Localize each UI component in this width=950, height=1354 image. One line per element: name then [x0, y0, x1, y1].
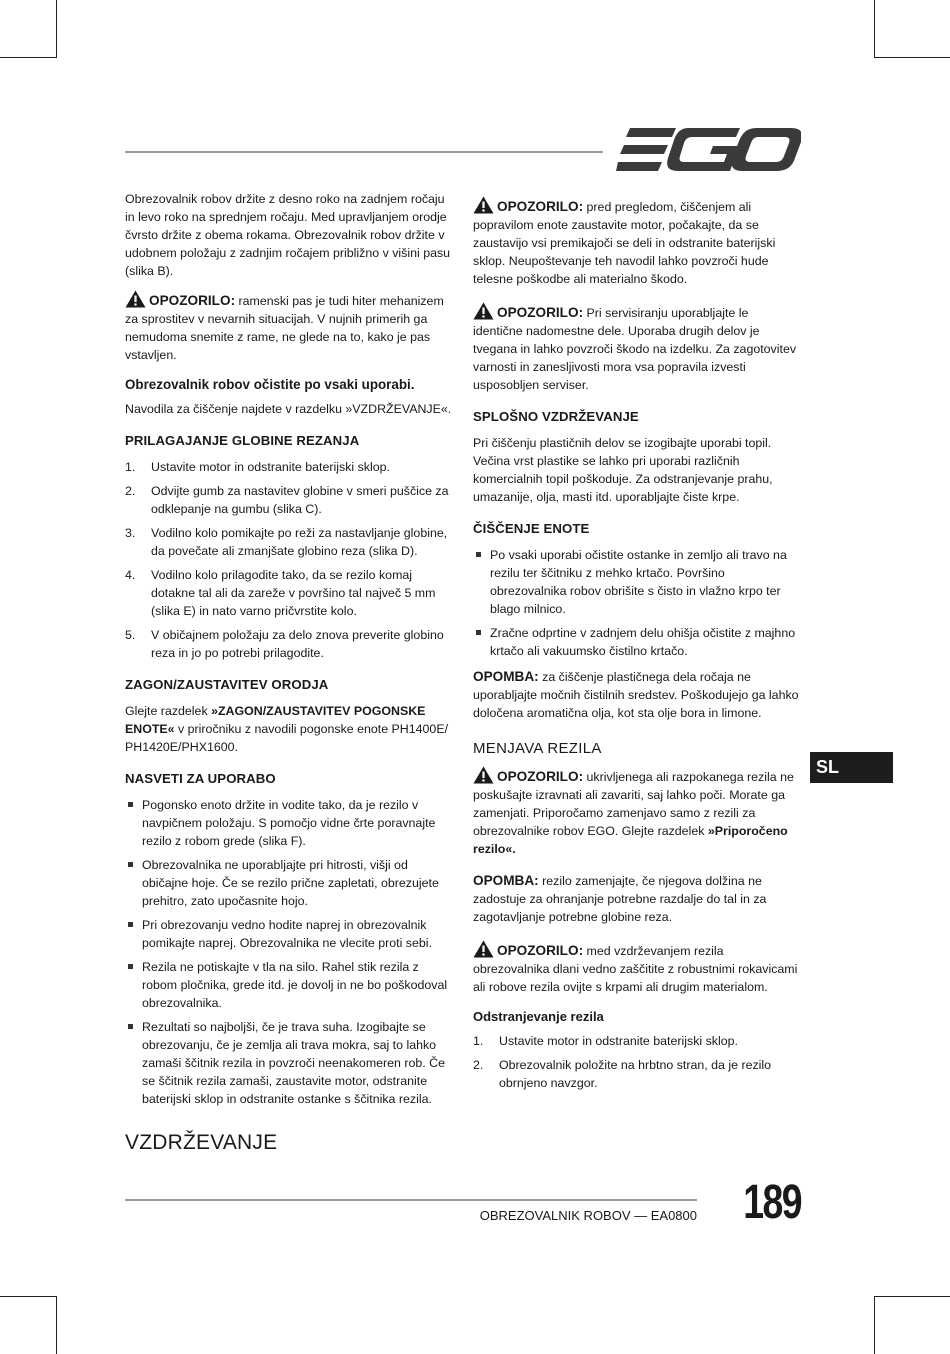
- warning-label: OPOZORILO:: [497, 769, 584, 784]
- crop-mark: [874, 57, 950, 58]
- clean-heading: Obrezovalnik robov očistite po vsaki uporabi.: [125, 377, 415, 392]
- warning-label: OPOZORILO:: [497, 943, 584, 958]
- warning-label: OPOZORILO:: [497, 199, 584, 214]
- ego-logo: [616, 128, 801, 172]
- list-item: 2. Obrezovalnik položite na hrbtno stran, da je rezilo obrnjeno navzgor.: [473, 1058, 772, 1090]
- crop-mark: [874, 1296, 950, 1297]
- crop-mark: [0, 1296, 57, 1297]
- crop-mark: [56, 1296, 57, 1354]
- note-blade-length: OPOMBA: rezilo zamenjajte, če njegova dolžina ne zadostuje za ohranjanje potrebne razdalje do tal in za zagotavljanje potrebne globine reza.: [473, 873, 767, 924]
- clean-text: Navodila za čiščenje najdete v razdelku »VZDRŽEVANJE«.: [125, 402, 452, 416]
- warning-text: ukrivljenega ali razpokanega rezila ne poskušajte izravnati ali zavariti, saj lahko poči. Morate ga zamenjati. Priporočamo zamenjavo samo z rezili za obrezovalnike robov EGO. Glejte razdelek: [473, 770, 794, 838]
- depth-heading: PRILAGAJANJE GLOBINE REZANJA: [125, 433, 360, 448]
- crop-mark: [874, 1296, 875, 1354]
- footer-product-name: OBREZOVALNIK ROBOV — EA0800: [479, 1208, 697, 1223]
- warning-text: ramenski pas je tudi hiter mehanizem za sprostitev v nevarnih situacijah. V nujnih primerih ga nemudoma snemite z rame, ne glede na to, kako je pas vstavljen.: [125, 294, 444, 362]
- warning-label: OPOZORILO:: [497, 305, 584, 320]
- warning-triangle-icon: [473, 766, 494, 784]
- general-maintenance-heading: SPLOŠNO VZDRŽEVANJE: [473, 409, 639, 424]
- warning-label: OPOZORILO:: [149, 293, 236, 308]
- start-stop-text: Glejte razdelek »ZAGON/ZAUSTAVITEV POGONSKE ENOTE« v priročniku z navodili pogonske enote PH1400E/ PH1420E/PHX1600.: [125, 704, 449, 754]
- maintenance-heading: VZDRŽEVANJE: [125, 1131, 278, 1154]
- warning-replacement-parts: [473, 302, 801, 394]
- left-column: [125, 190, 453, 1152]
- list-item: 1. Ustavite motor in odstranite baterijski sklop.: [473, 1034, 738, 1048]
- list-item: Rezultati so najboljši, če je trava suha. Izogibajte se obrezovanju, če je zemlja ali trava mokra, saj to lahko zamaši ščitnik rezila in povzroči neenakomeren rob. Če se ščitnik rezila zamaši, zaustavite motor, odstranite baterijski sklop in odstranite ostanke s ščitnika rezila.: [125, 1018, 453, 1108]
- footer-rule: [125, 1199, 697, 1201]
- general-maintenance-text: Pri čiščenju plastičnih delov se izogibajte uporabi topil. Večina vrst plastike se lahko pri uporabi različnih komercialnih topil poškoduje. Za odstranjevanje prahu, umazanije, olja, masti itd. uporabljajte čiste krpe.: [473, 436, 773, 504]
- list-item: Zračne odprtine v zadnjem delu ohišja očistite z majhno krtačo ali vakuumsko čistilno krtačo.: [473, 624, 801, 660]
- list-item: 2. Odvijte gumb za nastavitev globine v smeri puščice za odklepanje na gumbu (slika C).: [125, 484, 449, 516]
- tips-heading: NASVETI ZA UPORABO: [125, 771, 276, 786]
- right-column: [473, 190, 801, 1100]
- list-item: 5. V običajnem položaju za delo znova preverite globino reza in jo po potrebi prilagodite.: [125, 628, 444, 660]
- list-item: 4. Vodilno kolo prilagodite tako, da se rezilo komaj dotakne tal ali da zareže v površino tal največ 5 mm (slika E) in nato varno pričvrstite kolo.: [125, 568, 436, 618]
- header-rule: [125, 151, 603, 153]
- warning-before-inspection: [473, 196, 801, 288]
- cleaning-heading: ČIŠČENJE ENOTE: [473, 521, 590, 536]
- tips-list: [125, 796, 453, 1108]
- warning-triangle-icon: [473, 940, 494, 958]
- start-stop-heading: ZAGON/ZAUSTAVITEV ORODJA: [125, 677, 329, 692]
- note-plastic-handle: OPOMBA: za čiščenje plastičnega dela ročaja ne uporabljajte močnih čistilnih sredstev. Poškodujejo ga lahko določena aromatična olja, kot sta olje bora in limone.: [473, 669, 799, 720]
- list-item: Obrezovalnika ne uporabljajte pri hitrosti, višji od običajne hoje. Če se rezilo prične zapletati, obrezujete prehitro, zato upočasnite hojo.: [125, 856, 453, 910]
- warning-triangle-icon: [473, 196, 494, 214]
- warning-text: pred pregledom, čiščenjem ali popravilom enote zaustavite motor, počakajte, da se zaustavijo vsi premikajoči se deli in odstranite baterijski sklop. Neupoštevanje teh navodil lahko povzroči hude telesne poškodbe ali materialno škodo.: [473, 200, 776, 286]
- list-item: Pogonsko enoto držite in vodite tako, da je rezilo v navpičnem položaju. S pomočjo vidne črte poravnajte rezilo z robom grede (slika F).: [125, 796, 453, 850]
- list-item: Po vsaki uporabi očistite ostanke in zemljo ali travo na rezilu ter ščitniku z mehko krtačo. Površino obrezovalnika robov obrišite s čisto in vlažno krpo ter blago milnico.: [473, 546, 801, 618]
- crop-mark: [56, 0, 57, 58]
- warning-text: Pri servisiranju uporabljajte le identične nadomestne dele. Uporaba drugih delov je tvegana in lahko povzroči škodo na izdelku. Za zagotovitev varnosti in zanesljivosti mora vsa popravila izvesti usposobljen serviser.: [473, 306, 797, 392]
- language-tab: SL: [810, 752, 893, 783]
- warning-text: med vzdrževanjem rezila obrezovalnika dlani vedno zaščitite z robustnimi rokavicami ali robove rezila ovijte s krpami ali drugim materialom.: [473, 944, 798, 994]
- page-number: 189: [743, 1176, 801, 1229]
- cleaning-list: [473, 546, 801, 660]
- list-item: Pri obrezovanju vedno hodite naprej in obrezovalnik pomikajte naprej. Obrezovalnika ne vlecite proti sebi.: [125, 916, 453, 952]
- depth-steps: [125, 458, 453, 662]
- intro-paragraph: Obrezovalnik robov držite z desno roko na zadnjem ročaju in levo roko na sprednjem ročaju. Med upravljanjem orodje čvrsto držite z obema rokama. Obrezovalnik robov držite v udobnem položaju z zadnjim ročajem približno v višini pasu (slika B).: [125, 192, 451, 278]
- crop-mark: [0, 57, 57, 58]
- warning-gloves: [473, 940, 801, 996]
- warning-triangle-icon: [125, 290, 146, 308]
- removal-steps: [473, 1032, 801, 1092]
- blade-removal-heading: Odstranjevanje rezila: [473, 1009, 604, 1024]
- blade-replacement-heading: MENJAVA REZILA: [473, 740, 602, 757]
- warning-bent-blade: OPOZORILO: ukrivljenega ali razpokanega rezila ne poskušajte izravnati ali zavariti, saj lahko poči. Morate ga zamenjati. Priporočamo zamenjavo samo z rezili za obrezovalnike robov EGO. Glejte razdelek »Priporočeno rezilo«.: [473, 766, 801, 858]
- crop-mark: [874, 0, 875, 58]
- list-item: 1. Ustavite motor in odstranite baterijski sklop.: [125, 460, 390, 474]
- warning-triangle-icon: [473, 302, 494, 320]
- warning-shoulder-strap: [125, 290, 453, 364]
- list-item: 3. Vodilno kolo pomikajte po reži za nastavljanje globine, da povečate ali zmanjšate globino reza (slika D).: [125, 526, 448, 558]
- list-item: Rezila ne potiskajte v tla na silo. Rahel stik rezila z robom pločnika, grede itd. je dovolj in ne bo poškodoval obrezovalnika.: [125, 958, 453, 1012]
